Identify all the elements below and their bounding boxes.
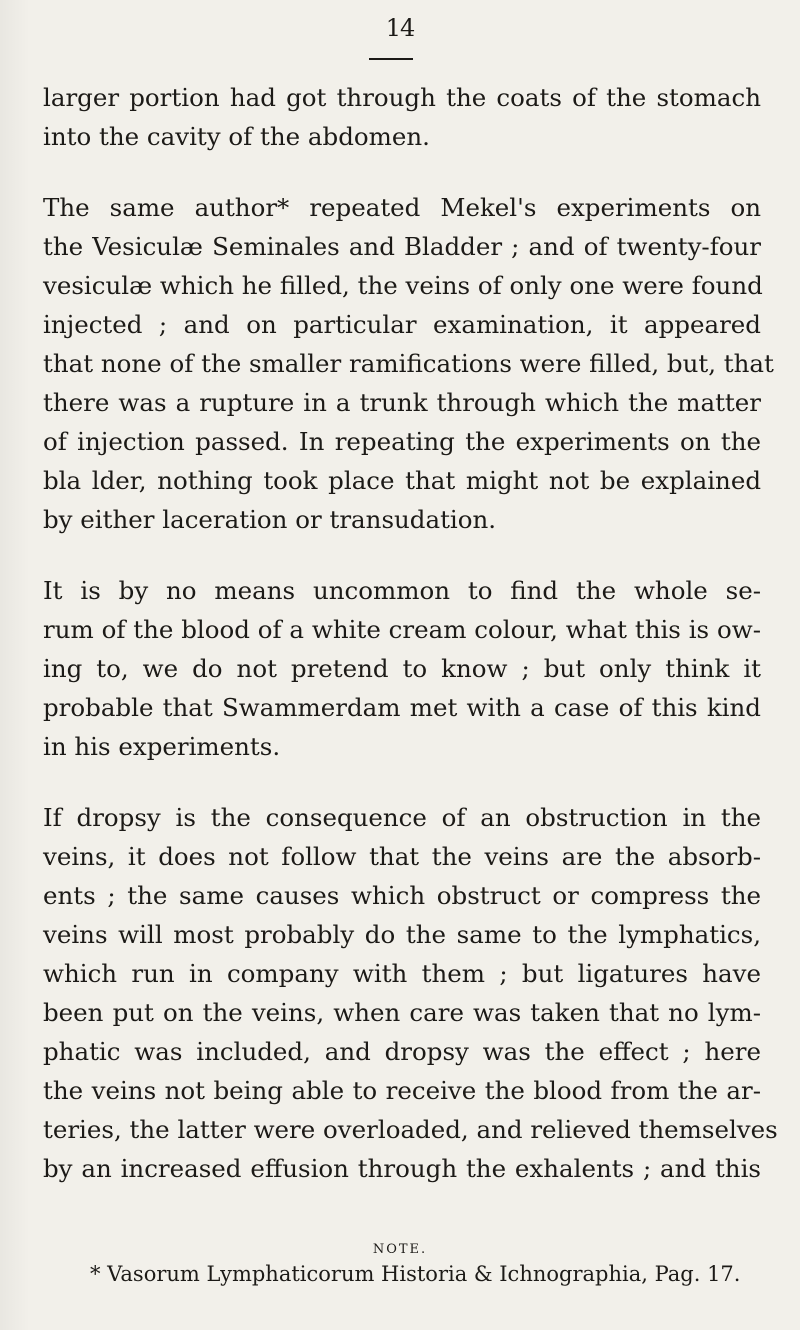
text-line: the Vesiculæ Seminales and Bladder ; and of twenty-four [43, 232, 761, 261]
text-line: larger portion had got through the coats of the stomach [43, 83, 761, 112]
text-line: It is by no means uncommon to find the whole se- [43, 576, 761, 605]
text-line: rum of the blood of a white cream colour, what this is ow- [43, 615, 761, 644]
page-number: 14 [385, 14, 415, 42]
text-line: of injection passed. In repeating the experiments on the [43, 427, 761, 456]
text-line: into the cavity of the abdomen. [43, 122, 430, 151]
text-line: that none of the smaller ramifications were filled, but, that [43, 349, 774, 378]
text-line: injected ; and on particular examination, it appeared [43, 310, 761, 339]
footnote: * Vasorum Lymphaticorum Historia & Ichnographia, Pag. 17. [90, 1262, 741, 1286]
text-line: in his experiments. [43, 732, 281, 761]
text-line: If dropsy is the consequence of an obstruction in the [43, 803, 761, 832]
text-line: probable that Swammerdam met with a case of this kind [43, 693, 761, 722]
text-line: by an increased effusion through the exhalents ; and this [43, 1154, 761, 1183]
text-line: ents ; the same causes which obstruct or compress the [43, 881, 761, 910]
text-line: veins will most probably do the same to the lymphatics, [43, 920, 761, 949]
text-line: which run in company with them ; but ligatures have [43, 959, 761, 988]
text-line: bla lder, nothing took place that might not be explained [43, 466, 761, 495]
body-text [43, 78, 778, 1188]
text-line: teries, the latter were overloaded, and relieved themselves [43, 1115, 778, 1144]
text-line: vesiculæ which he filled, the veins of only one were found [43, 271, 763, 300]
text-line: The same author* repeated Mekel's experiments on [43, 193, 761, 222]
text-line: been put on the veins, when care was taken that no lym- [43, 998, 761, 1027]
text-line: phatic was included, and dropsy was the effect ; here [43, 1037, 761, 1066]
header-rule [369, 58, 413, 60]
text-line: ing to, we do not pretend to know ; but only think it [43, 654, 761, 683]
note-label: NOTE. [372, 1242, 428, 1257]
text-line: by either laceration or transudation. [43, 505, 497, 534]
text-line: there was a rupture in a trunk through which the matter [43, 388, 761, 417]
text-line: veins, it does not follow that the veins are the absorb- [43, 842, 761, 871]
text-line: the veins not being able to receive the blood from the ar- [43, 1076, 761, 1105]
